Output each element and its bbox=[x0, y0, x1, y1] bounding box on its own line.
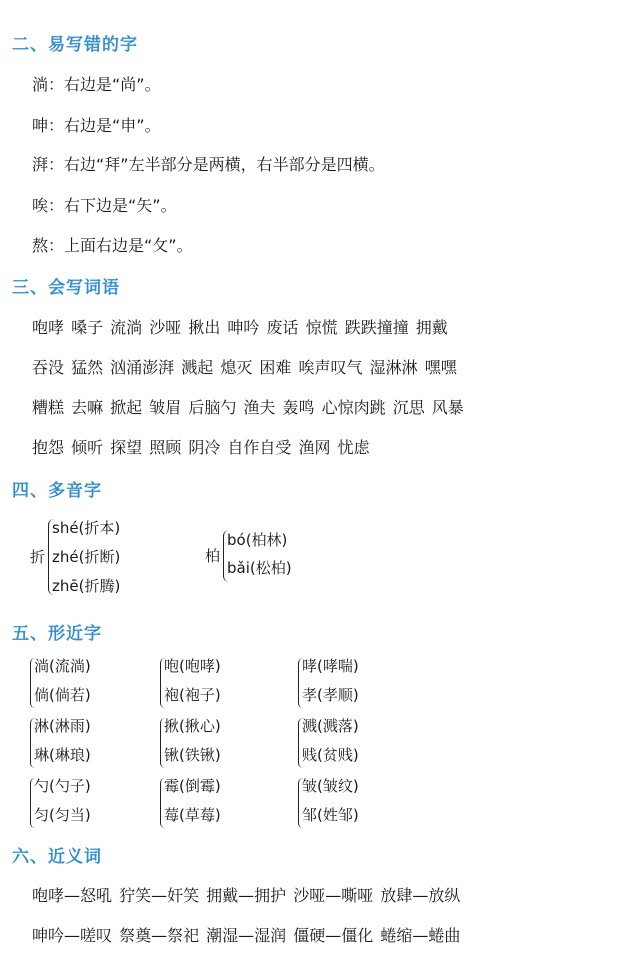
similar-char-item: 勺(勺子) bbox=[34, 777, 91, 795]
polyphone-reading: shé(折本) bbox=[52, 519, 121, 537]
similar-char-item: 孝(孝顺) bbox=[302, 686, 359, 704]
polyphone-char: 折 bbox=[30, 548, 46, 566]
polyphone-reading: zhē(折腾) bbox=[52, 577, 121, 595]
synonym-line: 呻吟—嗟叹 祭奠—祭祀 潮湿—湿润 僵硬—僵化 蜷缩—蜷曲 bbox=[32, 926, 461, 945]
vocab-line: 咆哮 嗓子 流淌 沙哑 揪出 呻吟 废话 惊慌 跌跌撞撞 拥戴 bbox=[32, 318, 448, 337]
vocab-line: 糟糕 去嘛 掀起 皱眉 后脑勺 渔夫 轰鸣 心惊肉跳 沉思 风暴 bbox=[32, 398, 464, 417]
similar-char-item: 溅(溅落) bbox=[302, 717, 359, 735]
error-char-line: 湃：右边“拜”左半部分是两横，右半部分是四横。 bbox=[32, 155, 385, 174]
similar-char-item: 霉(倒霉) bbox=[164, 777, 221, 795]
section-title-error-prone-chars: 二、易写错的字 bbox=[12, 35, 138, 55]
similar-char-item: 淋(淋雨) bbox=[34, 717, 91, 735]
similar-char-item: 咆(咆哮) bbox=[164, 657, 221, 675]
error-char-line: 淌：右边是“尚”。 bbox=[32, 75, 161, 94]
similar-char-item: 邹(姓邹) bbox=[302, 806, 359, 824]
polyphone-char: 柏 bbox=[205, 547, 221, 565]
section-title-vocabulary: 三、会写词语 bbox=[12, 278, 120, 298]
polyphone-group bbox=[30, 515, 170, 601]
vocab-line: 吞没 猛然 汹涌澎湃 溅起 熄灭 困难 唉声叹气 湿淋淋 嘿嘿 bbox=[32, 358, 457, 377]
similar-char-item: 锹(铁锹) bbox=[164, 746, 221, 764]
similar-char-item: 淌(流淌) bbox=[34, 657, 91, 675]
polyphone-reading: zhé(折断) bbox=[52, 548, 121, 566]
polyphone-group bbox=[205, 527, 345, 587]
section-title-polyphones: 四、多音字 bbox=[12, 481, 102, 501]
similar-char-item: 揪(揪心) bbox=[164, 717, 221, 735]
polyphone-reading: bó(柏林) bbox=[227, 531, 288, 549]
similar-char-item: 哮(哮喘) bbox=[302, 657, 359, 675]
polyphone-reading: bǎi(松柏) bbox=[227, 559, 292, 577]
similar-char-item: 袍(袍子) bbox=[164, 686, 221, 704]
similar-char-item: 倘(倘若) bbox=[34, 686, 91, 704]
synonym-line: 咆哮—怒吼 狞笑—奸笑 拥戴—拥护 沙哑—嘶哑 放肆—放纵 bbox=[32, 886, 461, 905]
similar-char-item: 皱(皱纹) bbox=[302, 777, 359, 795]
error-char-line: 呻：右边是“申”。 bbox=[32, 116, 161, 135]
section-title-synonyms: 六、近义词 bbox=[12, 847, 102, 867]
error-char-line: 熬：上面右边是“攵”。 bbox=[32, 236, 193, 255]
error-char-line: 唉：右下边是“矢”。 bbox=[32, 196, 177, 215]
similar-char-item: 匀(匀当) bbox=[34, 806, 91, 824]
similar-char-item: 贱(贫贱) bbox=[302, 746, 359, 764]
similar-char-item: 莓(草莓) bbox=[164, 806, 221, 824]
similar-char-item: 琳(琳琅) bbox=[34, 746, 91, 764]
vocab-line: 抱怨 倾听 探望 照顾 阴冷 自作自受 渔网 忧虑 bbox=[32, 438, 370, 457]
section-title-similar-chars: 五、形近字 bbox=[12, 624, 102, 644]
